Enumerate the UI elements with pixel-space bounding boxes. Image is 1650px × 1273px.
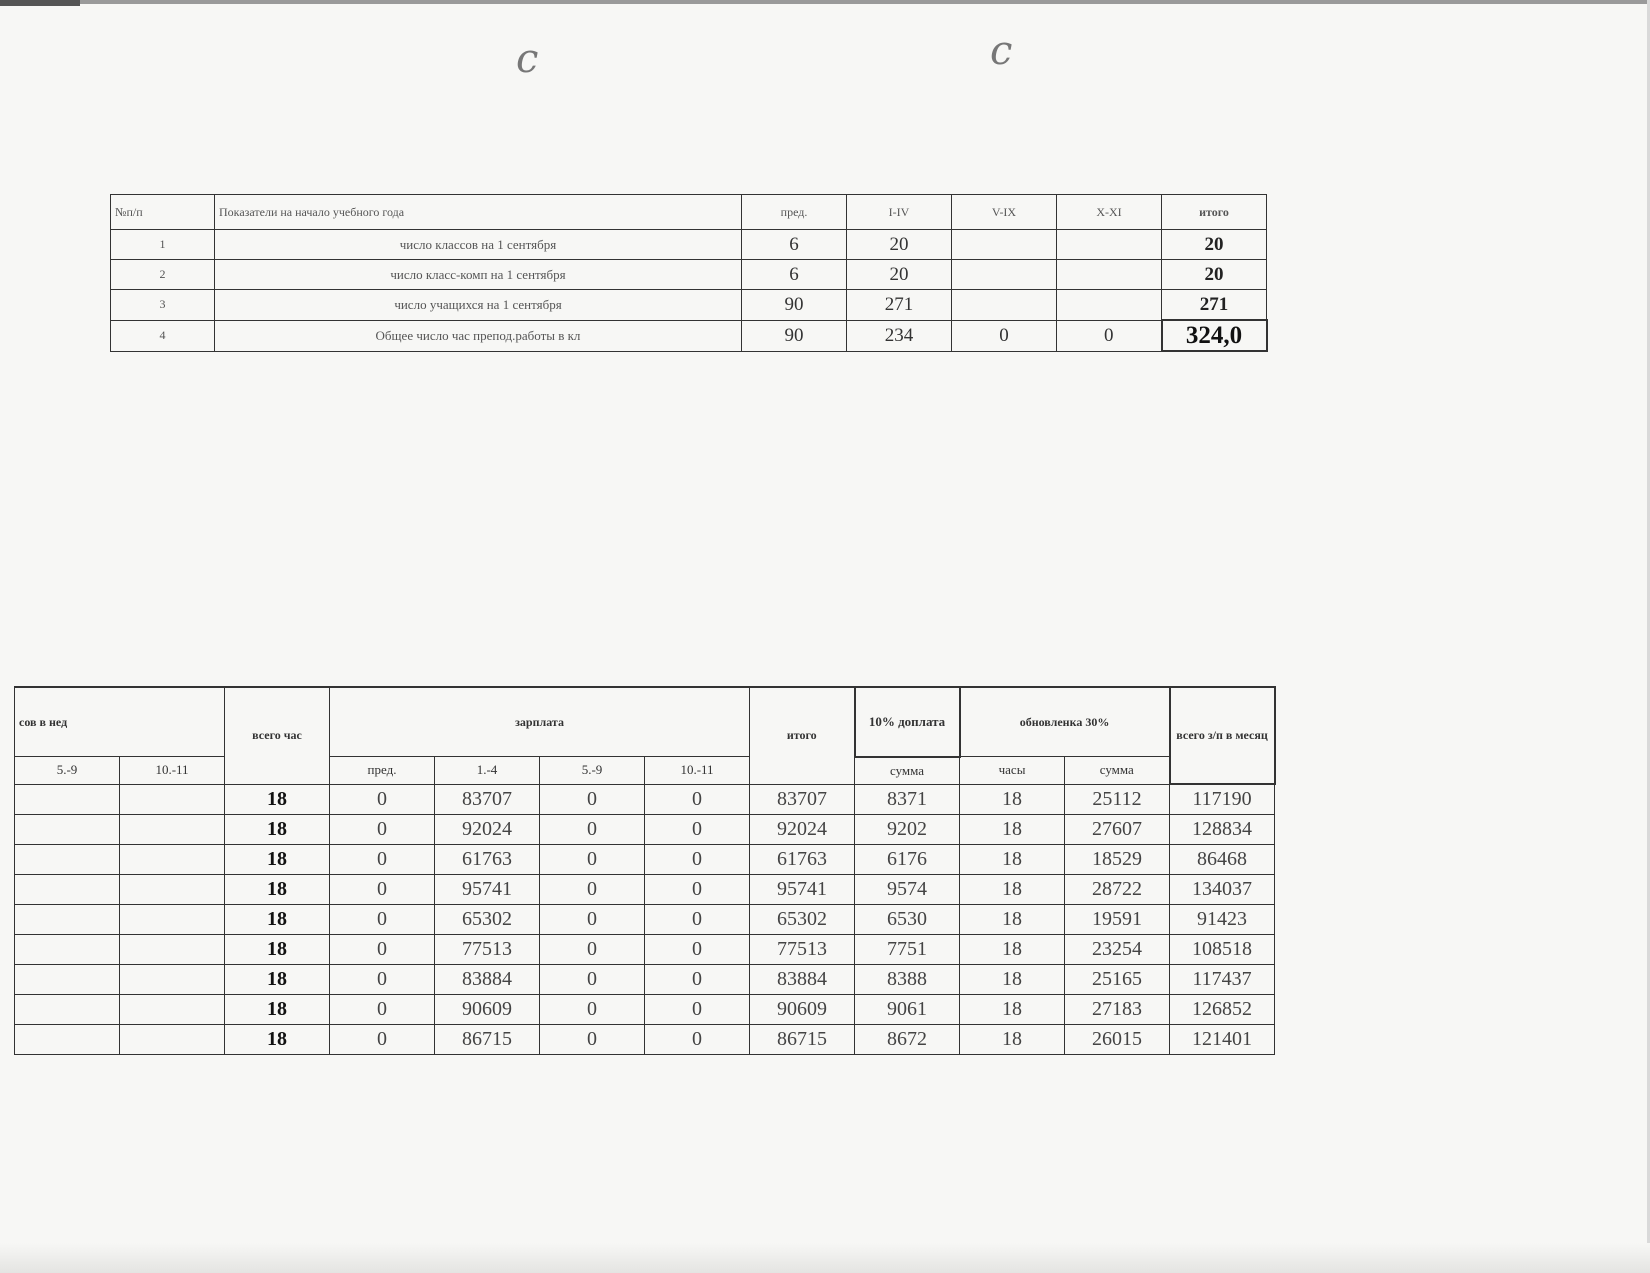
row-label: число классов на 1 сентября [215,230,742,260]
cell-h10-11 [120,815,225,845]
cell-h10-11 [120,1025,225,1055]
cell-s1-4: 83884 [435,965,540,995]
salary-subheader-row [15,757,1275,785]
cell-total: 324,0 [1162,320,1267,351]
header-10-11: X-XI [1057,195,1162,230]
table-row [15,995,1275,1025]
row-label: Общее число час препод.работы в кл [215,320,742,351]
cell-s5-9: 0 [540,845,645,875]
cell-renewal-sum: 26015 [1065,1025,1170,1055]
salary-table [14,686,1276,1055]
cell-renewal-sum: 27607 [1065,815,1170,845]
cell-month-total: 91423 [1170,905,1275,935]
cell-renewal-sum: 27183 [1065,995,1170,1025]
cell-10-11 [1057,290,1162,321]
cell-bonus: 8371 [855,784,960,815]
cell-hours: 18 [225,784,330,815]
table-row [15,815,1275,845]
indicators-table [110,194,1268,352]
cell-renewal-hours: 18 [960,875,1065,905]
cell-1-4: 271 [847,290,952,321]
cell-pred: 0 [330,965,435,995]
cell-renewal-sum: 28722 [1065,875,1170,905]
cell-pred: 0 [330,845,435,875]
cell-hours: 18 [225,965,330,995]
cell-s10-11: 0 [645,1025,750,1055]
cell-pred: 0 [330,905,435,935]
cell-h5-9 [15,995,120,1025]
cell-h5-9 [15,875,120,905]
header-bonus: 10% доплата [855,687,960,757]
cell-total: 77513 [750,935,855,965]
cell-total: 20 [1162,260,1267,290]
cell-month-total: 117190 [1170,784,1275,815]
cell-h10-11 [120,935,225,965]
cell-renewal-hours: 18 [960,1025,1065,1055]
scan-edge-mark [0,0,80,6]
cell-h10-11 [120,965,225,995]
cell-hours: 18 [225,995,330,1025]
header-total-hours: всего час [225,687,330,784]
indicators-row [111,260,1267,290]
cell-h5-9 [15,815,120,845]
cell-renewal-sum: 25165 [1065,965,1170,995]
cell-h5-9 [15,935,120,965]
cell-pred: 6 [742,260,847,290]
cell-bonus: 8388 [855,965,960,995]
subheader-renewal-hours: часы [960,757,1065,785]
cell-renewal-hours: 18 [960,784,1065,815]
row-number: 4 [111,320,215,351]
header-number: №п/п [111,195,215,230]
cell-10-11 [1057,230,1162,260]
cell-s1-4: 95741 [435,875,540,905]
cell-h10-11 [120,995,225,1025]
cell-hours: 18 [225,905,330,935]
cell-s10-11: 0 [645,935,750,965]
cell-s1-4: 86715 [435,1025,540,1055]
cell-s1-4: 65302 [435,905,540,935]
header-total: итого [1162,195,1267,230]
header-month-total: всего з/п в месяц [1170,687,1275,784]
header-pred: пред. [742,195,847,230]
cell-s10-11: 0 [645,784,750,815]
cell-s10-11: 0 [645,815,750,845]
scan-edge-top [0,0,1650,4]
cell-h5-9 [15,905,120,935]
cell-1-4: 20 [847,230,952,260]
cell-total: 61763 [750,845,855,875]
cell-h10-11 [120,784,225,815]
cell-s1-4: 92024 [435,815,540,845]
subheader-renewal-sum: сумма [1065,757,1170,785]
cell-renewal-sum: 23254 [1065,935,1170,965]
subheader-bonus-sum: сумма [855,757,960,785]
cell-renewal-hours: 18 [960,815,1065,845]
cell-total: 95741 [750,875,855,905]
cell-pred: 0 [330,935,435,965]
cell-pred: 90 [742,320,847,351]
punch-mark-left: ϲ [516,36,539,82]
table-row [15,875,1275,905]
cell-bonus: 9574 [855,875,960,905]
cell-s10-11: 0 [645,905,750,935]
cell-hours: 18 [225,845,330,875]
cell-hours: 18 [225,935,330,965]
cell-pred: 6 [742,230,847,260]
cell-h10-11 [120,845,225,875]
cell-bonus: 7751 [855,935,960,965]
cell-s1-4: 77513 [435,935,540,965]
cell-renewal-hours: 18 [960,935,1065,965]
indicators-row [111,230,1267,260]
row-label: число класс-комп на 1 сентября [215,260,742,290]
cell-1-4: 234 [847,320,952,351]
cell-5-9 [952,230,1057,260]
cell-s1-4: 61763 [435,845,540,875]
cell-pred: 0 [330,995,435,1025]
cell-pred: 0 [330,815,435,845]
cell-month-total: 126852 [1170,995,1275,1025]
table-row [15,1025,1275,1055]
subheader-10-11: 10.-11 [120,757,225,785]
cell-h5-9 [15,965,120,995]
cell-hours: 18 [225,815,330,845]
cell-s5-9: 0 [540,875,645,905]
cell-hours: 18 [225,875,330,905]
cell-renewal-sum: 19591 [1065,905,1170,935]
subheader-sal-1-4: 1.-4 [435,757,540,785]
subheader-sal-10-11: 10.-11 [645,757,750,785]
header-5-9: V-IX [952,195,1057,230]
indicators-row [111,290,1267,321]
cell-s5-9: 0 [540,1025,645,1055]
cell-renewal-hours: 18 [960,905,1065,935]
cell-month-total: 108518 [1170,935,1275,965]
cell-s10-11: 0 [645,995,750,1025]
table-row [15,965,1275,995]
header-renewal: обновленка 30% [960,687,1170,757]
cell-s1-4: 90609 [435,995,540,1025]
cell-total: 86715 [750,1025,855,1055]
indicators-row [111,320,1267,351]
row-number: 2 [111,260,215,290]
cell-s5-9: 0 [540,815,645,845]
indicators-header-row [111,195,1267,230]
header-hours-week: сов в нед [15,687,225,757]
salary-header-row [15,687,1275,757]
cell-hours: 18 [225,1025,330,1055]
subheader-sal-5-9: 5.-9 [540,757,645,785]
cell-total: 83884 [750,965,855,995]
row-number: 3 [111,290,215,321]
cell-10-11 [1057,260,1162,290]
table-row [15,905,1275,935]
cell-pred: 90 [742,290,847,321]
cell-renewal-sum: 25112 [1065,784,1170,815]
table-row [15,845,1275,875]
cell-h5-9 [15,784,120,815]
cell-total: 271 [1162,290,1267,321]
cell-5-9 [952,290,1057,321]
cell-renewal-hours: 18 [960,845,1065,875]
cell-month-total: 134037 [1170,875,1275,905]
cell-5-9 [952,260,1057,290]
cell-s1-4: 83707 [435,784,540,815]
cell-total: 92024 [750,815,855,845]
subheader-sal-pred: пред. [330,757,435,785]
cell-bonus: 6530 [855,905,960,935]
cell-bonus: 9202 [855,815,960,845]
cell-bonus: 9061 [855,995,960,1025]
cell-bonus: 8672 [855,1025,960,1055]
cell-renewal-sum: 18529 [1065,845,1170,875]
row-number: 1 [111,230,215,260]
header-total: итого [750,687,855,784]
cell-total: 83707 [750,784,855,815]
cell-s5-9: 0 [540,905,645,935]
subheader-5-9: 5.-9 [15,757,120,785]
cell-bonus: 6176 [855,845,960,875]
cell-h5-9 [15,1025,120,1055]
cell-month-total: 86468 [1170,845,1275,875]
cell-1-4: 20 [847,260,952,290]
cell-pred: 0 [330,1025,435,1055]
cell-s5-9: 0 [540,995,645,1025]
cell-renewal-hours: 18 [960,995,1065,1025]
cell-total: 65302 [750,905,855,935]
header-salary: зарплата [330,687,750,757]
cell-total: 90609 [750,995,855,1025]
row-label: число учащихся на 1 сентября [215,290,742,321]
cell-5-9: 0 [952,320,1057,351]
cell-month-total: 128834 [1170,815,1275,845]
cell-s5-9: 0 [540,935,645,965]
cell-h10-11 [120,875,225,905]
cell-s10-11: 0 [645,965,750,995]
cell-month-total: 117437 [1170,965,1275,995]
cell-h5-9 [15,845,120,875]
cell-pred: 0 [330,784,435,815]
table-row [15,784,1275,815]
cell-s5-9: 0 [540,965,645,995]
cell-h10-11 [120,905,225,935]
cell-month-total: 121401 [1170,1025,1275,1055]
table-row [15,935,1275,965]
scan-edge-bottom [0,1243,1650,1273]
cell-pred: 0 [330,875,435,905]
cell-renewal-hours: 18 [960,965,1065,995]
header-1-4: I-IV [847,195,952,230]
cell-total: 20 [1162,230,1267,260]
cell-s10-11: 0 [645,845,750,875]
cell-10-11: 0 [1057,320,1162,351]
punch-mark-right: ϲ [990,28,1013,74]
cell-s5-9: 0 [540,784,645,815]
header-indicator: Показатели на начало учебного года [215,195,742,230]
cell-s10-11: 0 [645,875,750,905]
